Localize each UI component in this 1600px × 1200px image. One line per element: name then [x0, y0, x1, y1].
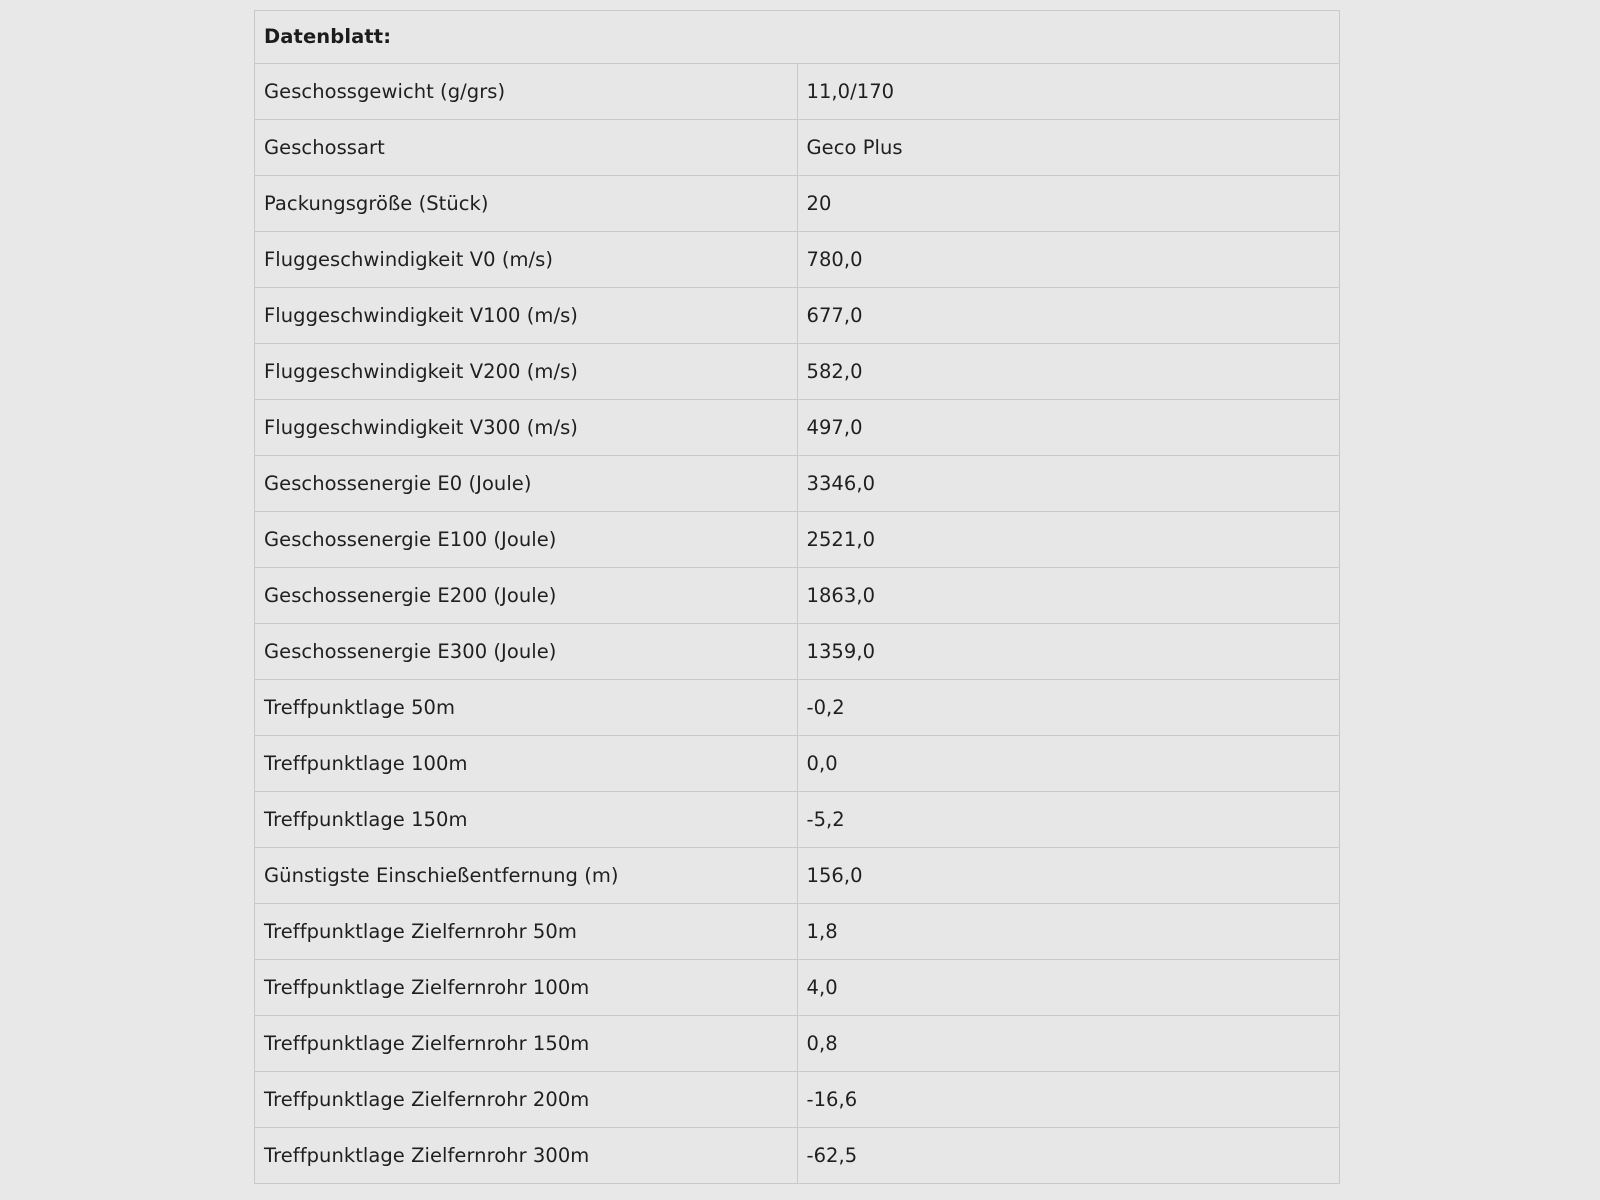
datasheet-table-body	[255, 64, 1340, 1184]
table-row-label: Treffpunktlage Zielfernrohr 50m	[255, 904, 798, 960]
table-row-value: 497,0	[797, 400, 1340, 456]
table-row-value: 0,8	[797, 1016, 1340, 1072]
table-row-label: Treffpunktlage 150m	[255, 792, 798, 848]
table-row-value: 677,0	[797, 288, 1340, 344]
table-row-label: Geschossart	[255, 120, 798, 176]
table-row-label: Geschossenergie E100 (Joule)	[255, 512, 798, 568]
table-row-label: Fluggeschwindigkeit V200 (m/s)	[255, 344, 798, 400]
table-row-value: -16,6	[797, 1072, 1340, 1128]
table-row-label: Geschossenergie E200 (Joule)	[255, 568, 798, 624]
table-row-value: -0,2	[797, 680, 1340, 736]
table-row-label: Geschossenergie E300 (Joule)	[255, 624, 798, 680]
table-row-value: 1863,0	[797, 568, 1340, 624]
datasheet-header-row	[255, 11, 1340, 64]
table-row-value: Geco Plus	[797, 120, 1340, 176]
table-row	[255, 680, 1340, 736]
table-row-value: 20	[797, 176, 1340, 232]
table-row-label: Fluggeschwindigkeit V300 (m/s)	[255, 400, 798, 456]
table-row-value: 4,0	[797, 960, 1340, 1016]
table-row-label: Treffpunktlage Zielfernrohr 200m	[255, 1072, 798, 1128]
table-row	[255, 176, 1340, 232]
table-row	[255, 736, 1340, 792]
table-row-label: Treffpunktlage 100m	[255, 736, 798, 792]
table-row-value: 2521,0	[797, 512, 1340, 568]
table-row	[255, 904, 1340, 960]
table-row	[255, 64, 1340, 120]
table-row-value: 3346,0	[797, 456, 1340, 512]
table-row	[255, 400, 1340, 456]
table-row	[255, 120, 1340, 176]
table-row-label: Geschossgewicht (g/grs)	[255, 64, 798, 120]
datasheet-container	[254, 10, 1340, 1184]
table-row	[255, 344, 1340, 400]
table-row	[255, 624, 1340, 680]
table-row	[255, 1128, 1340, 1184]
table-row-label: Geschossenergie E0 (Joule)	[255, 456, 798, 512]
table-row-value: 0,0	[797, 736, 1340, 792]
table-row	[255, 960, 1340, 1016]
table-row-value: -62,5	[797, 1128, 1340, 1184]
table-row-value: -5,2	[797, 792, 1340, 848]
table-row-value: 156,0	[797, 848, 1340, 904]
table-row	[255, 512, 1340, 568]
table-row-label: Treffpunktlage Zielfernrohr 100m	[255, 960, 798, 1016]
table-row	[255, 848, 1340, 904]
table-row	[255, 232, 1340, 288]
datasheet-table-head	[255, 11, 1340, 64]
table-row-label: Fluggeschwindigkeit V0 (m/s)	[255, 232, 798, 288]
table-row	[255, 456, 1340, 512]
table-row	[255, 1016, 1340, 1072]
table-row-value: 11,0/170	[797, 64, 1340, 120]
table-row	[255, 792, 1340, 848]
table-row-label: Packungsgröße (Stück)	[255, 176, 798, 232]
datasheet-title: Datenblatt:	[255, 11, 1340, 64]
table-row	[255, 568, 1340, 624]
table-row-label: Treffpunktlage Zielfernrohr 300m	[255, 1128, 798, 1184]
table-row-label: Fluggeschwindigkeit V100 (m/s)	[255, 288, 798, 344]
table-row-label: Treffpunktlage Zielfernrohr 150m	[255, 1016, 798, 1072]
datasheet-table	[254, 10, 1340, 1184]
table-row-value: 1359,0	[797, 624, 1340, 680]
table-row-label: Günstigste Einschießentfernung (m)	[255, 848, 798, 904]
table-row	[255, 1072, 1340, 1128]
table-row-value: 1,8	[797, 904, 1340, 960]
table-row-label: Treffpunktlage 50m	[255, 680, 798, 736]
table-row	[255, 288, 1340, 344]
table-row-value: 582,0	[797, 344, 1340, 400]
table-row-value: 780,0	[797, 232, 1340, 288]
